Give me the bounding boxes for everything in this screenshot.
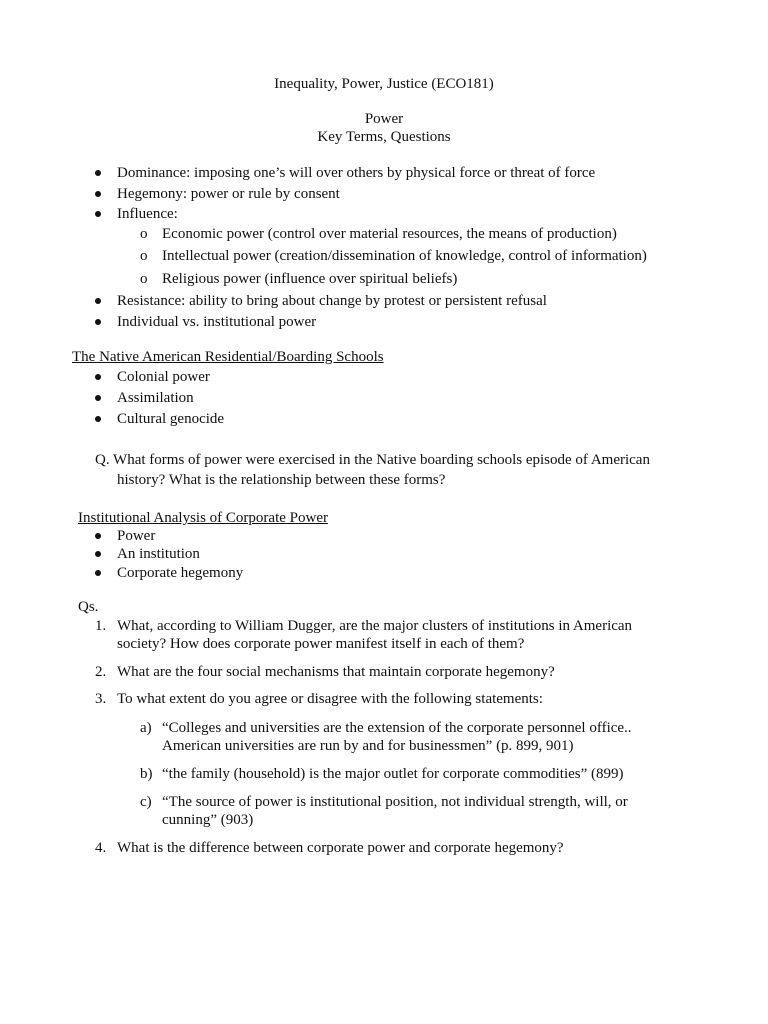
- bullet-icon: [95, 374, 101, 380]
- bullet-icon: [95, 211, 101, 217]
- bullet-icon: [95, 170, 101, 176]
- statement-label: b): [140, 766, 153, 782]
- boarding-item: Colonial power: [117, 369, 210, 385]
- bullet-icon: [95, 570, 101, 576]
- question-line: What is the difference between corporate power and corporate hegemony?: [117, 840, 564, 856]
- boarding-item: Cultural genocide: [117, 411, 225, 427]
- bullet-icon: [95, 298, 101, 304]
- hollow-bullet-icon: o: [140, 248, 148, 264]
- boarding-question-line: history? What is the relationship between these forms?: [117, 472, 446, 488]
- corporate-heading: Institutional Analysis of Corporate Power: [78, 510, 328, 526]
- key-term-item: Influence:: [117, 206, 178, 222]
- statement-line: “Colleges and universities are the extension of the corporate personnel office..: [162, 720, 632, 736]
- page-subtitle: Key Terms, Questions: [317, 129, 451, 145]
- statement-label: a): [140, 720, 152, 736]
- key-term-item: Individual vs. institutional power: [117, 314, 317, 330]
- statement-line: American universities are run by and for businessmen” (p. 899, 901): [162, 738, 574, 754]
- corporate-item: Corporate hegemony: [117, 565, 244, 581]
- key-term-item: Resistance: ability to bring about change by protest or persistent refusal: [117, 293, 547, 309]
- question-line: What, according to William Dugger, are the major clusters of institutions in American: [117, 618, 633, 634]
- question-number: 3.: [95, 691, 107, 707]
- hollow-bullet-icon: o: [140, 226, 148, 242]
- key-term-item: Hegemony: power or rule by consent: [117, 186, 340, 202]
- influence-item: Intellectual power (creation/dissemination of knowledge, control of information): [162, 248, 647, 264]
- statement-label: c): [140, 794, 152, 810]
- bullet-icon: [95, 191, 101, 197]
- hollow-bullet-icon: o: [140, 271, 148, 287]
- question-number: 2.: [95, 664, 107, 680]
- bullet-icon: [95, 395, 101, 401]
- bullet-icon: [95, 533, 101, 539]
- bullet-icon: [95, 416, 101, 422]
- question-number: 1.: [95, 618, 107, 634]
- question-number: 4.: [95, 840, 107, 856]
- boarding-question-line: Q. What forms of power were exercised in the Native boarding schools episode of American: [95, 452, 650, 468]
- bullet-icon: [95, 319, 101, 325]
- bullet-icon: [95, 551, 101, 557]
- question-line: What are the four social mechanisms that maintain corporate hegemony?: [117, 664, 555, 680]
- question-line: To what extent do you agree or disagree with the following statements:: [117, 691, 543, 707]
- influence-item: Economic power (control over material resources, the means of production): [162, 226, 617, 242]
- corporate-item: An institution: [117, 546, 200, 562]
- page-title: Power: [364, 111, 404, 127]
- statement-line: cunning” (903): [162, 812, 254, 828]
- statement-line: “the family (household) is the major outlet for corporate commodities” (899): [162, 766, 624, 782]
- corporate-item: Power: [117, 528, 156, 544]
- boarding-item: Assimilation: [117, 390, 194, 406]
- statement-line: “The source of power is institutional position, not individual strength, will, or: [162, 794, 628, 810]
- key-term-item: Dominance: imposing one’s will over others by physical force or threat of force: [117, 165, 596, 181]
- questions-label: Qs.: [78, 599, 99, 615]
- boarding-heading: The Native American Residential/Boarding Schools: [72, 349, 384, 365]
- course-title: Inequality, Power, Justice (ECO181): [274, 76, 494, 92]
- influence-item: Religious power (influence over spiritual beliefs): [162, 271, 458, 287]
- question-line: society? How does corporate power manifest itself in each of them?: [117, 636, 525, 652]
